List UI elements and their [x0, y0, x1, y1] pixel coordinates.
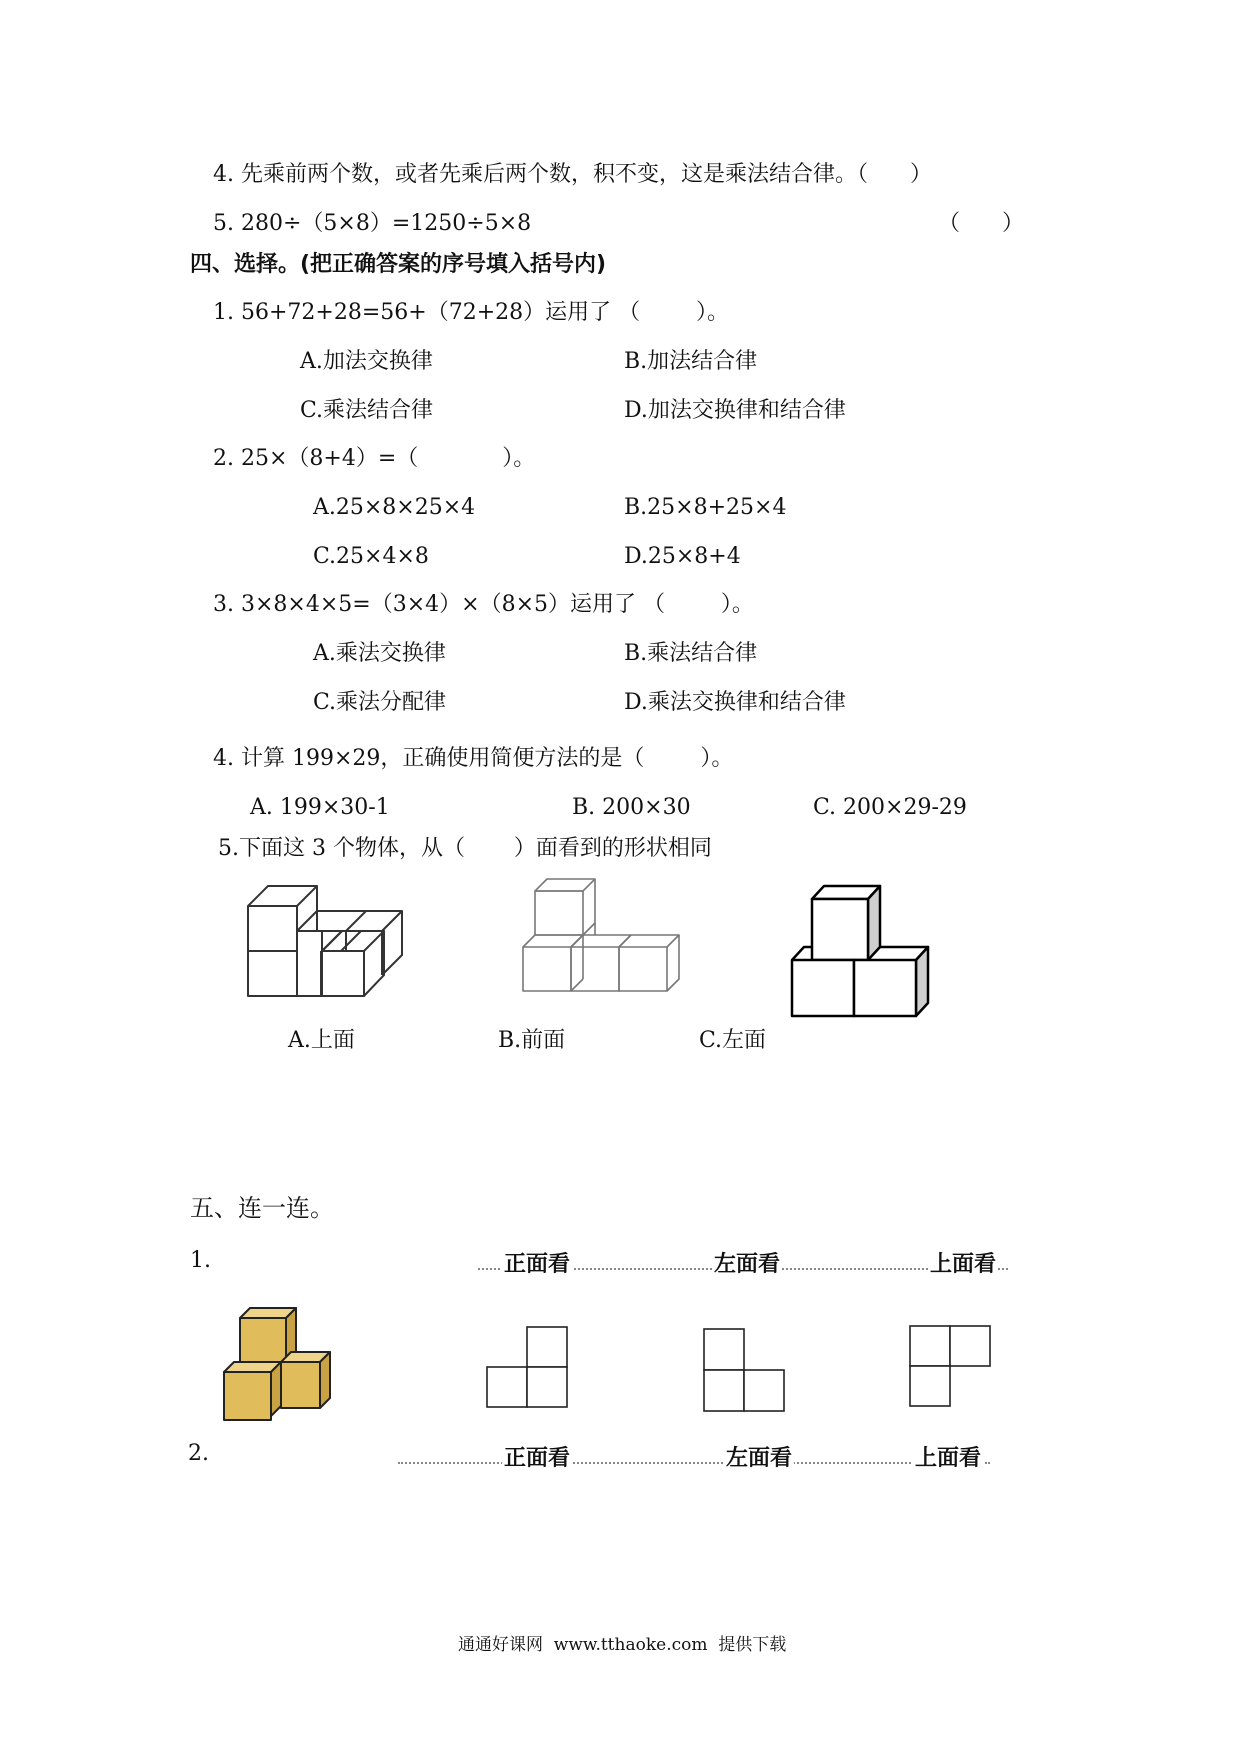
q2-option-a: A.25×8×25×4 [313, 495, 476, 520]
q1-option-d: D.加法交换律和结合律 [624, 398, 846, 423]
q5-stem: 5.下面这 3 个物体，从（ ）面看到的形状相同 [218, 836, 712, 861]
q3-option-d: D.乘法交换律和结合律 [624, 690, 846, 715]
q4-stem: 4. 计算 199×29，正确使用简便方法的是（ ）。 [213, 746, 734, 771]
yellow-cubes-figure [220, 1300, 340, 1440]
q5-option-b: B.前面 [498, 1028, 566, 1053]
row1-number: 1. [190, 1248, 211, 1273]
figure-a-cubes [240, 875, 420, 1005]
q3-option-a: A.乘法交换律 [313, 641, 446, 666]
q2-option-c: C.25×4×8 [313, 544, 429, 569]
judge-q5-paren: （ ） [938, 211, 1024, 236]
row1-top-label: 上面看 [928, 1247, 998, 1278]
row2-left-label: 左面看 [724, 1441, 794, 1472]
row2-number: 2. [188, 1441, 209, 1466]
row1-front-label: 正面看 [502, 1247, 572, 1278]
q3-stem: 3. 3×8×4×5=（3×4）×（8×5）运用了 （ ）。 [213, 592, 754, 617]
row1-left-label: 左面看 [712, 1247, 782, 1278]
q3-option-b: B.乘法结合律 [624, 641, 758, 666]
section5-title: 五、连一连。 [190, 1194, 334, 1222]
shape-option-3 [906, 1322, 1001, 1412]
q2-stem: 2. 25×（8+4）=（ ）。 [213, 446, 536, 471]
q4-option-b: B. 200×30 [572, 795, 691, 820]
q1-option-b: B.加法结合律 [624, 349, 758, 374]
footer-text: 通通好课网 www.tthaoke.com 提供下载 [458, 1635, 787, 1655]
q5-option-c: C.左面 [699, 1028, 767, 1053]
q4-option-a: A. 199×30-1 [250, 795, 390, 820]
shape-option-2 [700, 1325, 795, 1415]
figure-c-cubes [780, 875, 940, 1015]
row2-front-label: 正面看 [502, 1441, 572, 1472]
q1-option-c: C.乘法结合律 [300, 398, 434, 423]
q1-stem: 1. 56+72+28=56+（72+28）运用了 （ ）。 [213, 300, 730, 325]
shape-option-1 [485, 1322, 580, 1412]
figure-b-cubes [515, 875, 695, 1005]
row2-dotted-line [398, 1462, 990, 1464]
row2-top-label: 上面看 [913, 1441, 983, 1472]
judge-q4: 4. 先乘前两个数，或者先乘后两个数，积不变，这是乘法结合律。（ ） [213, 162, 932, 187]
q2-option-d: D.25×8+4 [624, 544, 741, 569]
q4-option-c: C. 200×29-29 [813, 795, 967, 820]
q1-option-a: A.加法交换律 [300, 349, 433, 374]
judge-q5: 5. 280÷（5×8）=1250÷5×8 [213, 211, 532, 236]
q2-option-b: B.25×8+25×4 [624, 495, 787, 520]
q3-option-c: C.乘法分配律 [313, 690, 447, 715]
section4-title: 四、选择。(把正确答案的序号填入括号内) [190, 252, 607, 277]
q5-option-a: A.上面 [288, 1028, 355, 1053]
